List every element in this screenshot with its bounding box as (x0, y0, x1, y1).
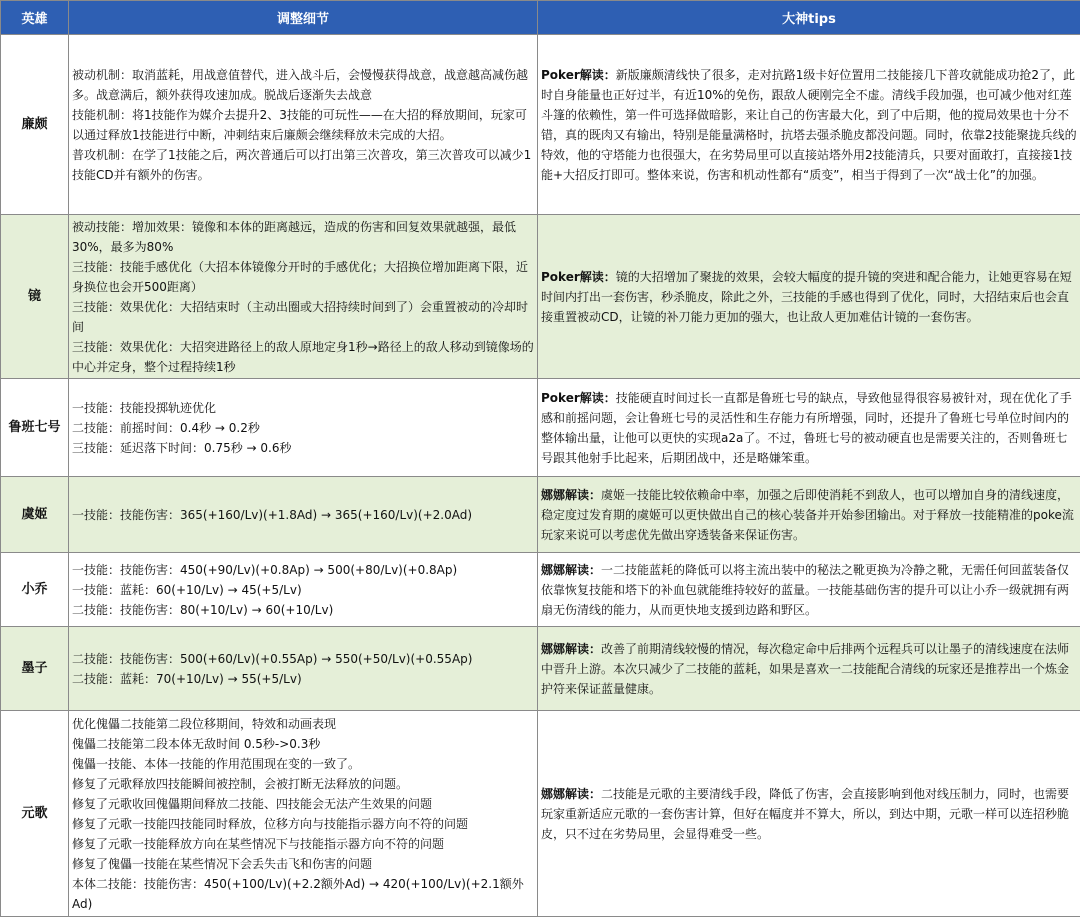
tip-text: 改善了前期清线较慢的情况，每次稳定命中后排两个远程兵可以让墨子的清线速度在法师中晋升上游。本次只减少了二技能的蓝耗，如果是喜欢一二技能配合清线的玩家还是推荐出一个炼金护符来保证蓝量健康。 (541, 642, 1069, 696)
tip-text: 技能硬直时间过长一直都是鲁班七号的缺点，导致他显得很容易被针对，现在优化了手感和前摇问题，会让鲁班七号的灵活性和生存能力有所增强，同时，还提升了鲁班七号单位时间内的整体输出量，让他可以更快的实现a2a了。不过，鲁班七号的被动硬直也是需要关注的，否则鲁班七号跟其他射手比起来，后期团战中，还是略嫌笨重。 (541, 391, 1072, 465)
tip-cell (538, 35, 1080, 215)
detail-cell (69, 711, 538, 917)
tip-author: Poker解读： (541, 270, 616, 284)
header-hero: 英雄 (1, 1, 69, 35)
tip-author: Poker解读： (541, 391, 616, 405)
tip-text: 一二技能蓝耗的降低可以将主流出装中的秘法之靴更换为冷静之靴，无需任何回蓝装备仅依靠恢复技能和塔下的补血包就能维持较好的蓝量。一技能基础伤害的提升可以让小乔一级就拥有两扇无伤清线的能力，从而更快地支援到边路和野区。 (541, 563, 1069, 617)
detail-cell (69, 553, 538, 627)
detail-cell (69, 477, 538, 553)
detail-line: 一技能：技能伤害：450(+90/Lv)(+0.8Ap) → 500(+80/Lv)(+0.8Ap) (72, 560, 534, 580)
detail-cell (69, 627, 538, 711)
detail-line: 普攻机制：在学了1技能之后，两次普通后可以打出第三次普攻，第三次普攻可以减少1技能CD并有额外的伤害。 (72, 145, 534, 185)
header-detail: 调整细节 (69, 1, 538, 35)
tip-text: 二技能是元歌的主要清线手段，降低了伤害，会直接影响到他对线压制力，同时，也需要玩家重新适应元歌的一套伤害计算，但好在幅度并不算大，所以，到达中期，元歌一样可以连招秒脆皮，只不过在劣势局里，会显得难受一些。 (541, 787, 1069, 841)
detail-line: 修复了元歌释放四技能瞬间被控制，会被打断无法释放的问题。 (72, 774, 534, 794)
detail-line: 技能机制：将1技能作为媒介去提升2、3技能的可玩性——在大招的释放期间，玩家可以通过释放1技能进行中断，冲刺结束后廉颇会继续释放未完成的大招。 (72, 105, 534, 145)
detail-line: 一技能：技能投掷轨迹优化 (72, 398, 534, 418)
detail-line: 一技能：技能伤害：365(+160/Lv)(+1.8Ad) → 365(+160/Lv)(+2.0Ad) (72, 505, 534, 525)
detail-line: 三技能：效果优化：大招结束时（主动出圈或大招持续时间到了）会重置被动的冷却时间 (72, 297, 534, 337)
table-row (1, 215, 1080, 379)
table-row (1, 553, 1080, 627)
tip-author: Poker解读： (541, 68, 616, 82)
detail-line: 一技能：蓝耗：60(+10/Lv) → 45(+5/Lv) (72, 580, 534, 600)
detail-line: 三技能：延迟落下时间：0.75秒 → 0.6秒 (72, 438, 534, 458)
detail-line: 二技能：技能伤害：500(+60/Lv)(+0.55Ap) → 550(+50/Lv)(+0.55Ap) (72, 649, 534, 669)
detail-line: 修复了元歌一技能四技能同时释放，位移方向与技能指示器方向不符的问题 (72, 814, 534, 834)
detail-line: 傀儡二技能第二段本体无敌时间 0.5秒->0.3秒 (72, 734, 534, 754)
tip-author: 娜娜解读： (541, 563, 601, 577)
detail-line: 修复了元歌一技能释放方向在某些情况下与技能指示器方向不符的问题 (72, 834, 534, 854)
tip-cell (538, 215, 1080, 379)
tip-cell (538, 477, 1080, 553)
tip-text: 新版廉颇清线快了很多，走对抗路1级卡好位置用二技能接几下普攻就能成功抢2了，此时自身能量也正好过半，有近10%的免伤，跟敌人硬刚完全不虚。清线手段加强，也可减少他对红莲斗篷的依赖性，第一件可选择做暗影，来让自己的伤害最大化，到了中后期，他的搅局效果也十分不错，真的既肉又有输出，特别是能量满格时，抗塔去强杀脆皮都没问题。同时，依靠2技能聚拢兵线的特效，他的守塔能力也很强大，在劣势局里可以直接站塔外用2技能清兵，只要对面敢打，直接接1技能+大招反打即可。整体来说，伤害和机动性都有“质变”，相当于得到了一次“战士化”的加强。 (541, 68, 1077, 182)
detail-line: 二技能：前摇时间：0.4秒 → 0.2秒 (72, 418, 534, 438)
detail-line: 被动机制：取消蓝耗，用战意值替代，进入战斗后，会慢慢获得战意，战意越高减伤越多。战意满后，额外获得攻速加成。脱战后逐渐失去战意 (72, 65, 534, 105)
table-row (1, 35, 1080, 215)
hero-name: 小乔 (1, 553, 69, 627)
table-row (1, 711, 1080, 917)
detail-line: 本体二技能：技能伤害：450(+100/Lv)(+2.2额外Ad) → 420(+100/Lv)(+2.1额外Ad) (72, 874, 534, 914)
hero-name: 廉颇 (1, 35, 69, 215)
hero-name: 元歌 (1, 711, 69, 917)
tip-cell (538, 379, 1080, 477)
table-row (1, 379, 1080, 477)
table-header-row (1, 1, 1080, 35)
header-tips: 大神tips (538, 1, 1080, 35)
hero-name: 镜 (1, 215, 69, 379)
detail-line: 三技能：技能手感优化（大招本体镜像分开时的手感优化；大招换位增加距离下限，近身换位也会开500距离） (72, 257, 534, 297)
detail-line: 修复了元歌收回傀儡期间释放二技能、四技能会无法产生效果的问题 (72, 794, 534, 814)
tip-cell (538, 627, 1080, 711)
table-row (1, 477, 1080, 553)
hero-name: 鲁班七号 (1, 379, 69, 477)
tip-cell (538, 711, 1080, 917)
tip-text: 虞姬一技能比较依赖命中率，加强之后即使消耗不到敌人，也可以增加自身的清线速度，稳定度过发育期的虞姬可以更快做出自己的核心装备并开始参团输出。对于释放一技能精准的poke流玩家来说可以考虑优先做出穿透装备来保证伤害。 (541, 488, 1074, 542)
detail-line: 三技能：效果优化：大招突进路径上的敌人原地定身1秒→路径上的敌人移动到镜像场的中心并定身，整个过程持续1秒 (72, 337, 534, 377)
detail-line: 修复了傀儡一技能在某些情况下会丢失击飞和伤害的问题 (72, 854, 534, 874)
detail-cell (69, 35, 538, 215)
detail-line: 优化傀儡二技能第二段位移期间，特效和动画表现 (72, 714, 534, 734)
table-row (1, 627, 1080, 711)
detail-line: 被动技能：增加效果：镜像和本体的距离越远，造成的伤害和回复效果就越强，最低30%，最多为80% (72, 217, 534, 257)
tip-text: 镜的大招增加了聚拢的效果，会较大幅度的提升镜的突进和配合能力，让她更容易在短时间内打出一套伤害，秒杀脆皮，除此之外，三技能的手感也得到了优化，同时，大招结束后也会直接重置被动CD，让镜的补刀能力更加的强大，也让敌人更加难估计镜的一套伤害。 (541, 270, 1072, 324)
hero-name: 虞姬 (1, 477, 69, 553)
tip-author: 娜娜解读： (541, 488, 601, 502)
tip-cell (538, 553, 1080, 627)
tip-author: 娜娜解读： (541, 642, 601, 656)
hero-name: 墨子 (1, 627, 69, 711)
detail-line: 傀儡一技能、本体一技能的作用范围现在变的一致了。 (72, 754, 534, 774)
tip-author: 娜娜解读： (541, 787, 601, 801)
detail-cell (69, 379, 538, 477)
detail-line: 二技能：技能伤害：80(+10/Lv) → 60(+10/Lv) (72, 600, 534, 620)
detail-cell (69, 215, 538, 379)
detail-line: 二技能：蓝耗：70(+10/Lv) → 55(+5/Lv) (72, 669, 534, 689)
